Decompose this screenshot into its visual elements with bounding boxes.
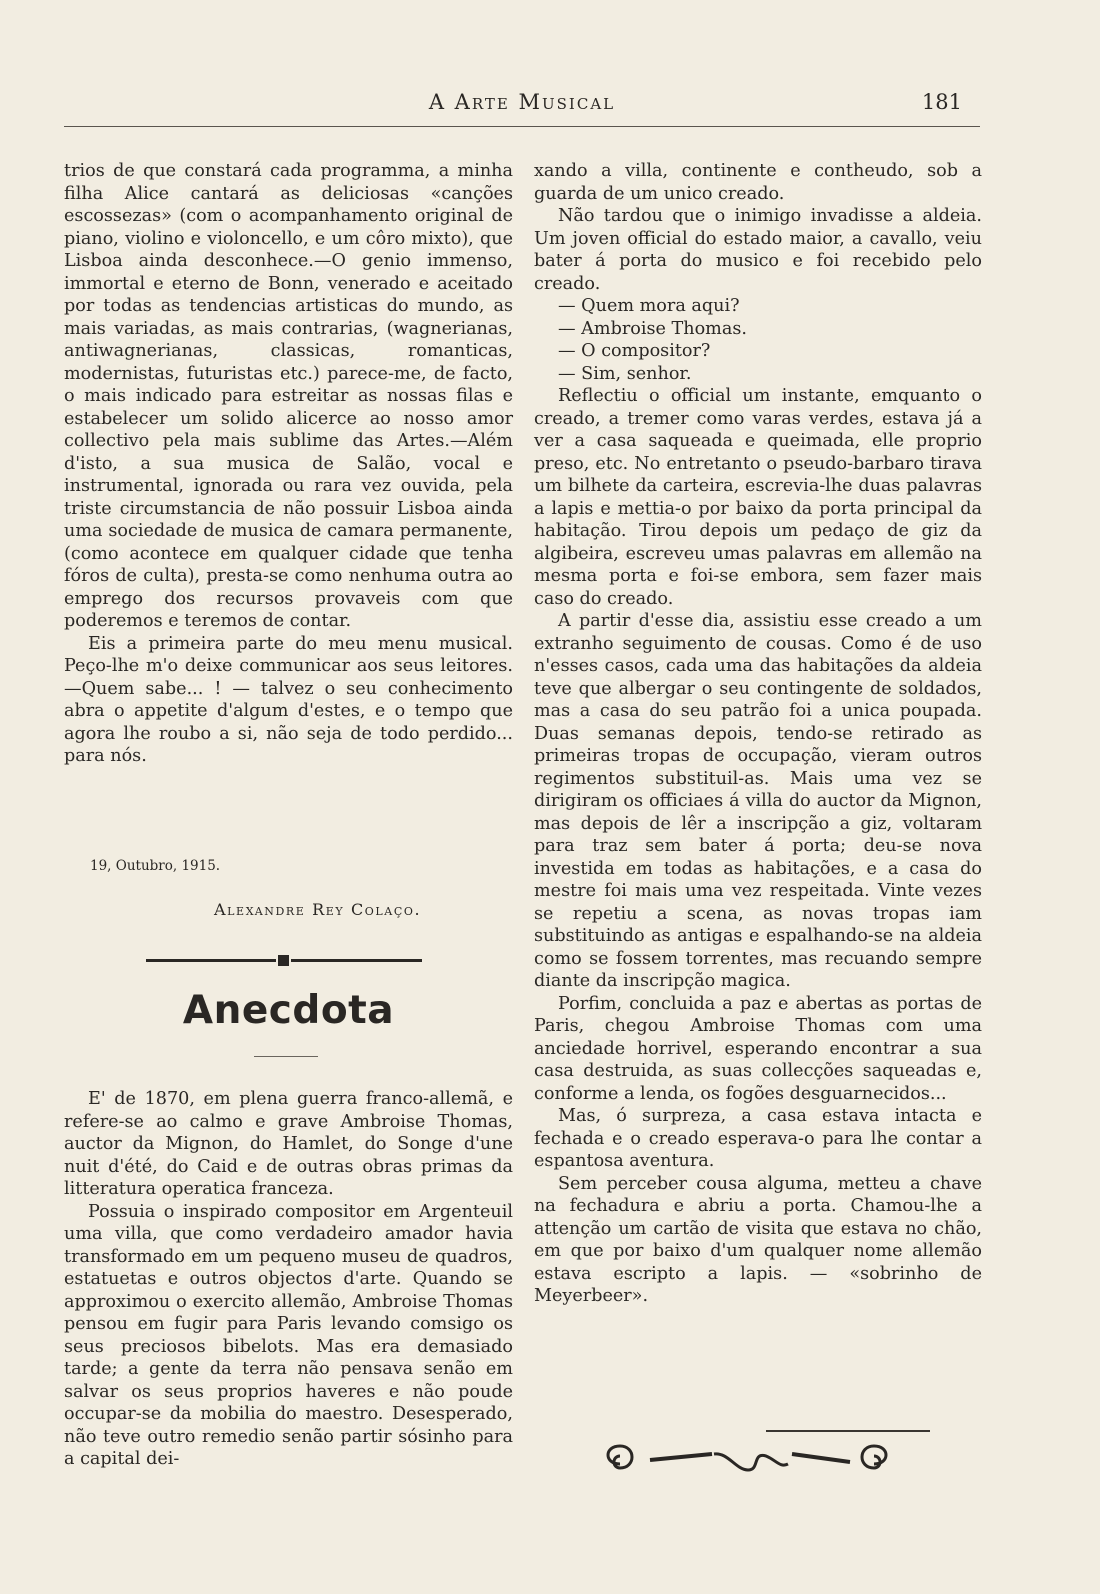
page-header	[64, 86, 980, 127]
divider-ornament	[146, 954, 422, 968]
author-signature: Alexandre Rey Colaço.	[214, 900, 422, 919]
paragraph: Sem perceber cousa alguma, metteu a chave na fechadura e abriu a porta. Chamou-lhe a attenção um cartão de visita que estava no chão, em que por baixo d'um qualquer nome allemão estava escripto a lapis. — «sobrinho de Meyerbeer».	[534, 1173, 982, 1306]
paragraph: trios de que constará cada programma, a minha filha Alice cantará as deliciosas «canções escossezas» (com o acompanhamento original de piano, violino e violoncello, e um côro mixto), que Lisboa ainda desconhece.—O genio immenso, immortal e eterno de Bonn, venerado e aceitado por todas as tendencias artisticas do mundo, as mais variadas, as mais contrarias, (wagnerianas, antiwagnerianas, classicas, romanticas, modernistas, futuristas etc.) parece-me, de facto, o mais indicado para estreitar as nossas filas e estabelecer um solido alicerce ao nosso amor collectivo pela mais sublime das Artes.—Além d'isto, a sua musica de Salão, vocal e instrumental, ignorada ou rara vez ouvida, pela triste circumstancia de não possuir Lisboa ainda uma sociedade de musica de camara permanente, (como acontece em qualquer cidade que tenha fóros de culta), presta-se como nenhuma outra ao emprego dos recursos provaveis com que poderemos e teremos de contar.	[64, 161, 513, 631]
section-title: Anecdota	[182, 988, 395, 1033]
paragraph: Reflectiu o official um instante, emquanto o creado, a tremer como varas verdes, estava já a ver a casa saqueada e queimada, elle proprio preso, etc. No entretanto o pseudo-barbaro tirava um bilhete da carteira, escrevia-lhe duas palavras a lapis e mettia-o por baixo da porta principal da habitação. Tirou depois um pedaço de giz da algibeira, escreveu umas palavras em allemão na mesma porta e foi-se embora, sem fazer mais caso do creado.	[534, 386, 982, 609]
paragraph: xando a villa, continente e contheudo, sob a guarda de um unico creado.	[534, 161, 982, 204]
paragraph: Eis a primeira parte do meu menu musical. Peço-lhe m'o deixe communicar aos seus leitores.—Quem sabe... ! — talvez o seu conhecimento abra o appetite d'algum d'estes, e o tempo que agora lhe roubo a si, não seja de todo perdido... para nós.	[64, 633, 513, 766]
tailpiece-ornament	[602, 1440, 892, 1488]
dialogue-line: — O compositor?	[558, 341, 711, 361]
paragraph: Porfim, concluida a paz e abertas as portas de Paris, chegou Ambroise Thomas com uma anciedade horrivel, esperando encontrar a sua casa destruida, as suas collecções saqueadas e, conforme a lenda, os fogões desguarnecidos...	[534, 993, 982, 1104]
short-divider	[254, 1056, 318, 1057]
paragraph: Mas, ó surpreza, a casa estava intacta e fechada e o creado esperava-o para lhe contar a espantosa aventura.	[534, 1106, 982, 1171]
article-date: 19, Outubro, 1915.	[90, 858, 221, 874]
paragraph: E' de 1870, em plena guerra franco-allemã, e refere-se ao calmo e grave Ambroise Thomas, auctor da Mignon, do Hamlet, do Songe d'une nuit d'été, do Caid e de outras obras primas da litteratura operatica franceza.	[64, 1089, 513, 1199]
end-rule	[766, 1430, 930, 1432]
anecdote-right-column	[534, 160, 982, 1308]
dialogue-line: — Quem mora aqui?	[558, 296, 740, 316]
dialogue-line: — Sim, senhor.	[558, 363, 692, 384]
paragraph: Não tardou que o inimigo invadisse a aldeia. Um joven official do estado maior, a cavallo, veiu bater á porta do musico e foi recebido pelo creado.	[534, 206, 982, 294]
page-number: 181	[921, 90, 962, 114]
journal-title: A Arte Musical	[428, 90, 616, 114]
left-column-continuation	[64, 160, 513, 768]
paragraph: Possuia o inspirado compositor em Argenteuil uma villa, que como verdadeiro amador havia transformado em um pequeno museu de quadros, estatuetas e outros objectos d'arte. Quando se approximou o exercito allemão, Ambroise Thomas pensou em fugir para Paris levando comsigo os seus preciosos bibelots. Mas era demasiado tarde; a gente da terra não pensava senão em salvar os seus proprios haveres e não poude occupar-se da mobilia do maestro. Desesperado, não teve outro remedio senão partir sósinho para a capital dei-	[64, 1201, 513, 1469]
anecdote-left-column	[64, 1088, 513, 1471]
dialogue-line: — Ambroise Thomas.	[558, 318, 747, 339]
paragraph: A partir d'esse dia, assistiu esse creado a um extranho seguimento de cousas. Como é de uso n'esses casos, cada uma das habitações da aldeia teve que albergar o seu contingente de soldados, mas a casa do seu patrão foi a unica poupada. Duas semanas depois, tendo-se retirado as primeiras tropas de occupação, vieram outros regimentos substituil-as. Mais uma vez se dirigiram os officiaes á villa do auctor da Mignon, mas depois de lêr a inscripção a giz, voltaram para traz sem bater á porta; deu-se nova investida em todas as habitações, e a casa do mestre foi mais uma vez respeitada. Vinte vezes se repetiu a scena, as novas tropas iam substituindo as antigas e espalhando-se na aldeia como se fossem torrentes, mas recuando sempre diante da inscripção magica.	[534, 611, 982, 991]
